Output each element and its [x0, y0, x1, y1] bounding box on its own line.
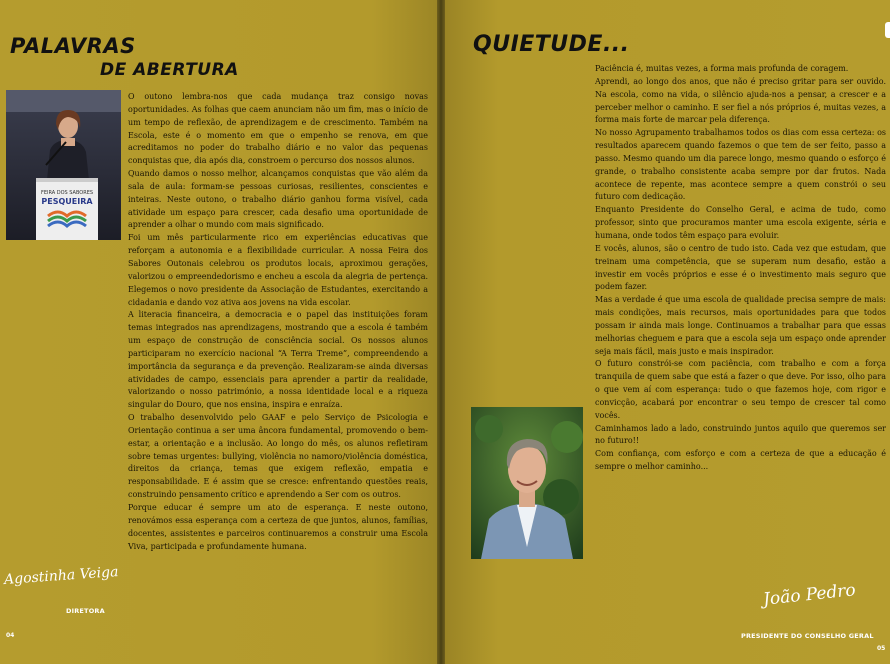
left-paragraph: O trabalho desenvolvido pelo GAAF e pelo Serviço de Psicologia e Orientação continua a ser uma âncora fundamental, promovendo o bem-estar, a orientação e a inclusão. Ao longo do mês, os alunos refletiram sobre temas urgentes: bullying, violência no namoro/violência doméstica, direitos da criança, temas que exigem reflexão, empatia e responsabilidade. E é assim que se cresce: enfrentando questões reais, construindo pensamento crítico e aprendendo a Ser com os outros.	[128, 413, 428, 500]
left-paragraph: O outono lembra-nos que cada mudança traz consigo novas oportunidades. As folhas que caem anunciam não um fim, mas o início de um tempo de reflexão, de aprendizagem e de crescimento. Também na Escola, este é o momento em que o empenho se renova, em que acreditamos no poder do trabalho diário e no valor das pequenas conquistas que, dia após dia, constroem o percurso dos nossos alunos.	[128, 92, 428, 166]
right-body-text	[595, 63, 886, 474]
right-paragraph: Paciência é, muitas vezes, a forma mais profunda de coragem.	[595, 64, 849, 73]
left-title-line1: PALAVRAS	[10, 34, 136, 58]
page-number-left: 04	[6, 632, 15, 639]
right-page	[445, 0, 890, 664]
president-signature: João Pedro	[762, 580, 857, 610]
left-paragraph: A literacia financeira, a democracia e o papel das instituições foram temas integrados nas aprendizagens, mostrando que a escola é também um espaço de construção de consciência social. Os nossos alunos participaram no exercício nacional “A Terra Treme”, compreendendo a importância da segurança e da prevenção. Realizaram-se ainda diversas atividades de campo, essenciais para aprender a partir da realidade, valorizando o nosso património, a nossa identidade local e a riqueza singular do Douro, que nos ensina, inspira e enraíza.	[128, 310, 428, 410]
president-role: PRESIDENTE DO CONSELHO GERAL	[741, 632, 874, 640]
left-title-line2: DE ABERTURA	[100, 60, 239, 80]
left-body-text	[128, 91, 428, 553]
spread-gutter	[437, 0, 445, 664]
left-page	[0, 0, 437, 664]
right-title: QUIETUDE...	[473, 32, 630, 57]
president-photo	[471, 407, 583, 559]
right-paragraph: Enquanto Presidente do Conselho Geral, e acima de tudo, como professor, sinto que procuramos manter uma escola exigente, séria e humana, onde todos têm espaço para evoluir.	[595, 205, 886, 240]
page-corner-tab	[885, 22, 890, 38]
page-number-right: 05	[877, 645, 886, 652]
right-paragraph: Mas a verdade é que uma escola de qualidade precisa sempre de mais: mais condições, mais recursos, mais oportunidades para que todos possam ir ainda mais longe. Continuamos a trabalhar para que essas melhorias cheguem e para que a escola seja um espaço onde aprender seja mais fácil, mais justo e mais inspirador.	[595, 295, 886, 356]
director-role: DIRETORA	[66, 607, 105, 615]
right-paragraph: Com confiança, com esforço e com a certeza de que a educação é sempre o melhor caminho...	[595, 449, 886, 472]
right-paragraph: E vocês, alunos, são o centro de tudo isto. Cada vez que estudam, que treinam uma competência, que se superam num desafio, estão a investir em vocês próprios e esse é o investimento mais seguro que podem fazer.	[595, 243, 886, 292]
lectern-small-text: FEIRA DOS SABORES	[40, 190, 94, 196]
right-paragraph: Aprendi, ao longo dos anos, que não é preciso gritar para ser ouvido. Na escola, como na vida, o silêncio ajuda-nos a pensar, a crescer e a perceber melhor o caminho. E ser fiel a nós próprios é, muitas vezes, a forma mais forte de marcar pela diferença.	[595, 76, 886, 125]
left-paragraph: Foi um mês particularmente rico em experiências educativas que reforçam a autonomia e a flexibilidade curricular. A nossa Feira dos Sabores Outonais celebrou os produtos locais, aproximou gerações, valorizou o empreendedorismo e encheu a escola da alegria de pertença. Elegemos o novo presidente da Associação de Estudantes, exercitando a cidadania e dando voz ativa aos jovens na vida escolar.	[128, 233, 428, 307]
director-photo	[6, 90, 121, 240]
right-paragraph: O futuro constrói-se com paciência, com trabalho e com a força tranquila de quem sabe que está a fazer o que deve. Por isso, olho para o que vem aí com esperança: tudo o que fazemos hoje, com rigor e convicção, acabará por encontrar o seu tempo de crescer tal como vocês.	[595, 359, 886, 420]
left-paragraph: Quando damos o nosso melhor, alcançamos conquistas que vão além da sala de aula: formam-se pessoas curiosas, resilientes, conscientes e inteiras. Neste outono, o trabalho diário ganhou forma visível, cada atividade um espaço para crescer, cada desafio uma oportunidade de aprender a olhar o mundo com mais significado.	[128, 169, 428, 230]
lectern-title: PESQUEIRA	[41, 197, 93, 206]
left-paragraph: Porque educar é sempre um ato de esperança. E neste outono, renovámos essa esperança com a certeza de que juntos, alunos, famílias, docentes, assistentes e parceiros continuaremos a construir uma Escola Viva, participada e profundamente humana.	[128, 503, 428, 551]
director-signature: Agostinha Veiga	[3, 564, 119, 588]
right-paragraph: No nosso Agrupamento trabalhamos todos os dias com essa certeza: os resultados aparecem quando fazemos o que tem de ser feito, passo a passo. Mesmo quando um dia parece longo, mesmo quando o esforço é grande, o trabalho consistente acaba sempre por dar frutos. Nada acontece de repente, mas acontece sempre a quem constrói o seu futuro com dedicação.	[595, 128, 886, 202]
right-paragraph: Caminhamos lado a lado, construindo juntos aquilo que queremos ser no futuro!!	[595, 423, 886, 446]
